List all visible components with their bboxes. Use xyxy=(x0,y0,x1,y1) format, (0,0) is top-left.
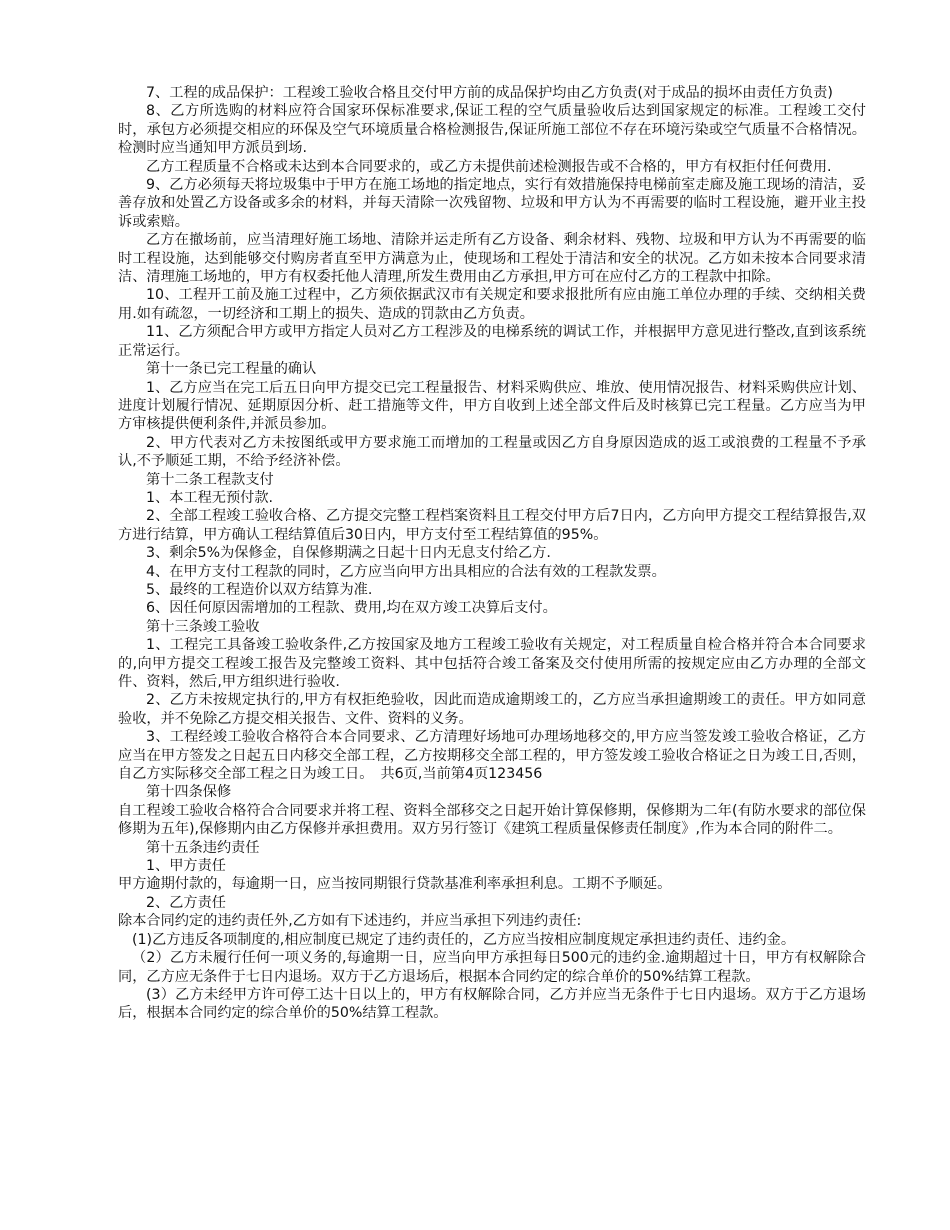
paragraph: 4、在甲方支付工程款的同时，乙方应当向甲方出具相应的合法有效的工程款发票。 xyxy=(146,563,666,580)
paragraph: 第十三条竣工验收 xyxy=(146,618,260,635)
paragraph: (1)乙方违反各项制度的,相应制度已规定了违约责任的，乙方应当按相应制度规定承担违约责任、违约金。 xyxy=(132,931,796,948)
paragraph: （2）乙方未履行任何一项义务的,每逾期一日，应当向甲方承担每日500元的违约金.逾期超过十日，甲方有权解除合同，乙方应无条件于七日内退场。双方于乙方退场后，根据本合同约定的综合单价的50%结算工程款。 xyxy=(118,950,866,985)
paragraph: 甲方逾期付款的，每逾期一日，应当按同期银行贷款基准利率承担利息。工期不予顺延。 xyxy=(118,876,672,893)
paragraph: 2、甲方代表对乙方未按图纸或甲方要求施工而增加的工程量或因乙方自身原因造成的返工或浪费的工程量不予承认,不予顺延工期，不给予经济补偿。 xyxy=(118,434,866,470)
document-page xyxy=(118,84,866,1023)
paragraph: 乙方工程质量不合格或未达到本合同要求的，或乙方未提供前述检测报告或不合格的，甲方有权拒付任何费用. xyxy=(146,158,832,175)
paragraph: (3）乙方未经甲方许可停工达十日以上的，甲方有权解除合同，乙方并应当无条件于七日内退场。双方于乙方退场后，根据本合同约定的综合单价的50%结算工程款。 xyxy=(118,986,866,1022)
paragraph: 1、工程完工具备竣工验收条件,乙方按国家及地方工程竣工验收有关规定，对工程质量自检合格并符合本合同要求的,向甲方提交工程竣工报告及完整竣工资料、其中包括符合竣工备案及交付使用所需的按规定应由乙方办理的全部文件、资料，然后,甲方组织进行验收. xyxy=(118,637,866,690)
paragraph: 第十二条工程款支付 xyxy=(146,471,274,488)
paragraph: 7、工程的成品保护：工程竣工验收合格且交付甲方前的成品保护均由乙方负责(对于成品的损坏由责任方负责) xyxy=(146,85,833,101)
paragraph: 除本合同约定的违约责任外,乙方如有下述违约，并应当承担下列违约责任: xyxy=(118,913,582,930)
paragraph: 5、最终的工程造价以双方结算为准. xyxy=(146,581,373,598)
paragraph: 1、甲方责任 xyxy=(146,858,226,875)
paragraph: 6、因任何原因需增加的工程款、费用,均在双方竣工决算后支付。 xyxy=(146,600,557,617)
paragraph: 第十一条已完工程量的确认 xyxy=(146,361,317,378)
paragraph: 2、乙方责任 xyxy=(146,894,226,911)
paragraph: 第十四条保修 xyxy=(146,784,232,801)
paragraph: 2、乙方未按规定执行的,甲方有权拒绝验收，因此而造成逾期竣工的，乙方应当承担逾期竣工的责任。甲方如同意验收，并不免除乙方提交相关报告、文件、资料的义务。 xyxy=(118,692,866,727)
paragraph: 第十五条违约责任 xyxy=(146,839,260,856)
paragraph: 乙方在撤场前，应当清理好施工场地、清除并运走所有乙方设备、剩余材料、残物、垃圾和甲方认为不再需要的临时工程设施，达到能够交付购房者直至甲方满意为止，使现场和工程处于清洁和安全的状况。乙方如未按本合同要求清洁、清理施工场地的，甲方有权委托他人清理,所发生费用由乙方承担,甲方可在应付乙方的工程款中扣除。 xyxy=(118,232,866,286)
paragraph: 3、剩余5%为保修金，自保修期满之日起十日内无息支付给乙方. xyxy=(146,545,551,562)
paragraph: 9、乙方必须每天将垃圾集中于甲方在施工场地的指定地点，实行有效措施保持电梯前室走廊及施工现场的清洁，妥善存放和处置乙方设备或多余的材料，并每天清除一次残留物、垃圾和甲方认为不再需要的临时工程设施，避开业主投诉或索赔。 xyxy=(118,177,866,230)
paragraph: 自工程竣工验收合格符合合同要求并将工程、资料全部移交之日起开始计算保修期，保修期为二年(有防水要求的部位保修期为五年),保修期内由乙方保修并承担费用。双方另行签订《建筑工程质量保修责任制度》,作为本合同的附件二。 xyxy=(118,802,866,838)
paragraph: 11、乙方须配合甲方或甲方指定人员对乙方工程涉及的电梯系统的调试工作，并根据甲方意见进行整改,直到该系统正常运行。 xyxy=(118,324,866,359)
paragraph: 1、乙方应当在完工后五日向甲方提交已完工程量报告、材料采购供应、堆放、使用情况报告、材料采购供应计划、进度计划履行情况、延期原因分析、赶工措施等文件，甲方自收到上述全部文件后及时核算已完工程量。乙方应当为甲方审核提供便利条件,并派员参加。 xyxy=(118,379,866,433)
paragraph: 10、工程开工前及施工过程中，乙方须依据武汉市有关规定和要求报批所有应由施工单位办理的手续、交纳相关费用.如有疏忽，一切经济和工期上的损失、造成的罚款由乙方负责。 xyxy=(118,287,866,322)
paragraph: 8、乙方所选购的材料应符合国家环保标准要求,保证工程的空气质量验收后达到国家规定的标准。工程竣工交付时，承包方必须提交相应的环保及空气环境质量合格检测报告,保证所施工部位不存在环境污染或空气质量不合格情况。检测时应当通知甲方派员到场. xyxy=(118,103,866,157)
paragraph: 3、工程经竣工验收合格符合本合同要求、乙方清理好场地可办理场地移交的,甲方应当签发竣工验收合格证，乙方应当在甲方签发之日起五日内移交全部工程，乙方按期移交全部工程的，甲方签发竣工验收合格证之日为竣工日,否则，自乙方实际移交全部工程之日为竣工日。 共6页,当前第4页123456 xyxy=(118,729,866,783)
paragraph: 2、全部工程竣工验收合格、乙方提交完整工程档案资料且工程交付甲方后7日内，乙方向甲方提交工程结算报告,双方进行结算，甲方确认工程结算值后30日内，甲方支付至工程结算值的95%。 xyxy=(118,508,866,543)
paragraph: 1、本工程无预付款. xyxy=(146,489,274,506)
